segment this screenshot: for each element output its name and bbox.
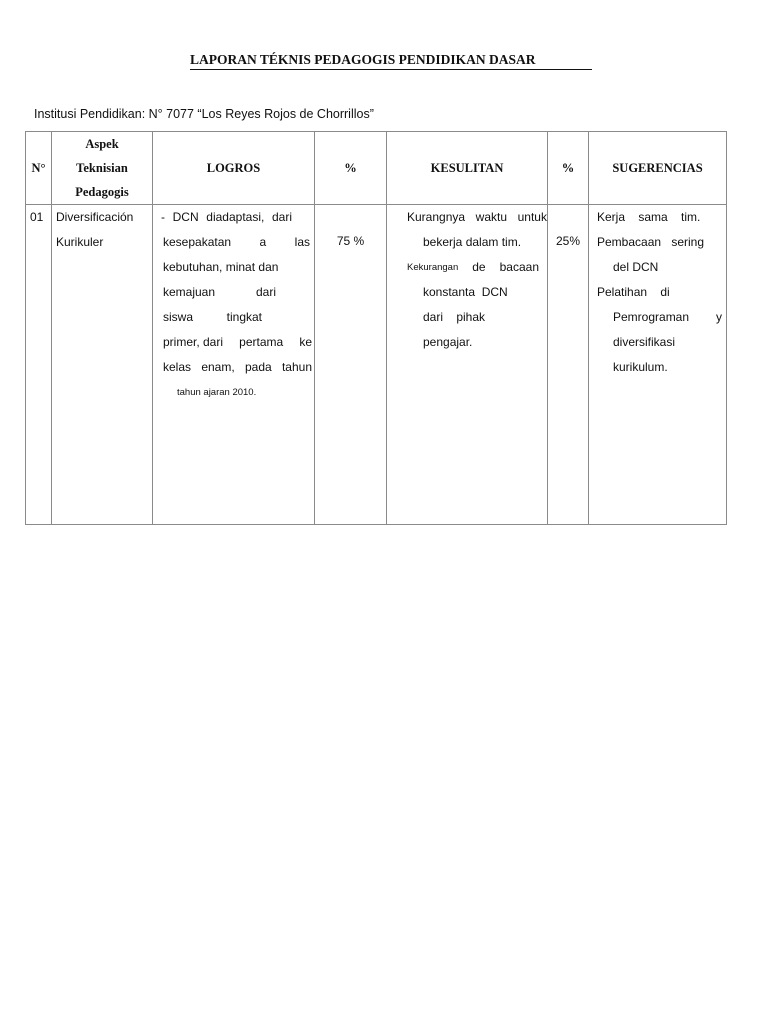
logros-percent: 75 % xyxy=(336,234,365,248)
report-table xyxy=(25,131,727,525)
sugerencias-line-7: kurikulum. xyxy=(613,360,668,374)
kesulitan-line-2: bekerja dalam tim. xyxy=(423,235,522,249)
kesulitan-line-4: konstanta DCN xyxy=(423,285,508,299)
sugerencias-line-3: del DCN xyxy=(613,260,659,274)
header-kesulitan: KESULITAN xyxy=(387,132,548,205)
cell-kesulitan xyxy=(387,205,548,525)
header-percent-1: % xyxy=(315,132,387,205)
header-aspect-line-2: Teknisian xyxy=(76,161,128,175)
cell-aspect xyxy=(52,205,153,525)
header-row xyxy=(26,132,727,205)
cell-percent-2 xyxy=(548,205,589,525)
aspect-line-1: Diversificación xyxy=(56,210,134,224)
sugerencias-line-6: diversifikasi xyxy=(613,335,676,349)
cell-percent-1 xyxy=(315,205,387,525)
header-aspect xyxy=(52,132,153,205)
cell-logros xyxy=(153,205,315,525)
header-no: N° xyxy=(26,132,52,205)
header-logros: LOGROS xyxy=(153,132,315,205)
sugerencias-line-4: Pelatihan di xyxy=(597,285,670,299)
kesulitan-line-1: Kurangnya waktu untuk xyxy=(407,210,547,224)
kesulitan-percent: 25% xyxy=(555,234,581,248)
logros-line-4: kemajuan dari xyxy=(163,285,276,299)
logros-line-7: kelas enam, pada tahun xyxy=(163,360,312,374)
kesulitan-line-6: pengajar. xyxy=(423,335,473,349)
document-title: LAPORAN TÉKNIS PEDAGOGIS PENDIDIKAN DASAR xyxy=(190,52,592,70)
kesulitan-line-3: Kekurangan de bacaan xyxy=(407,260,539,274)
logros-line-2: kesepakatan a las xyxy=(163,235,310,249)
kesulitan-line-5: dari pihak xyxy=(423,310,486,324)
header-aspect-line-1: Aspek xyxy=(85,137,119,151)
logros-line-8: tahun ajaran 2010. xyxy=(177,387,257,398)
header-sugerencias: SUGERENCIAS xyxy=(589,132,727,205)
table-row xyxy=(26,205,727,525)
sugerencias-line-2: Pembacaan sering xyxy=(597,235,704,249)
header-percent-2: % xyxy=(548,132,589,205)
logros-line-1: - DCN diadaptasi, dari xyxy=(161,210,292,224)
header-aspect-line-3: Pedagogis xyxy=(75,185,129,199)
logros-line-6: primer, dari pertama ke xyxy=(163,335,312,349)
sugerencias-line-1: Kerja sama tim. xyxy=(597,210,701,224)
logros-line-5: siswa tingkat xyxy=(163,310,262,324)
logros-line-3: kebutuhan, minat dan xyxy=(163,260,279,274)
aspect-line-2: Kurikuler xyxy=(56,235,104,249)
row-number: 01 xyxy=(30,210,44,224)
cell-sugerencias xyxy=(589,205,727,525)
sugerencias-line-5: Pemrograman y xyxy=(613,310,722,324)
institution-line: Institusi Pendidikan: N° 7077 “Los Reyes Rojos de Chorrillos” xyxy=(34,107,374,121)
cell-no xyxy=(26,205,52,525)
